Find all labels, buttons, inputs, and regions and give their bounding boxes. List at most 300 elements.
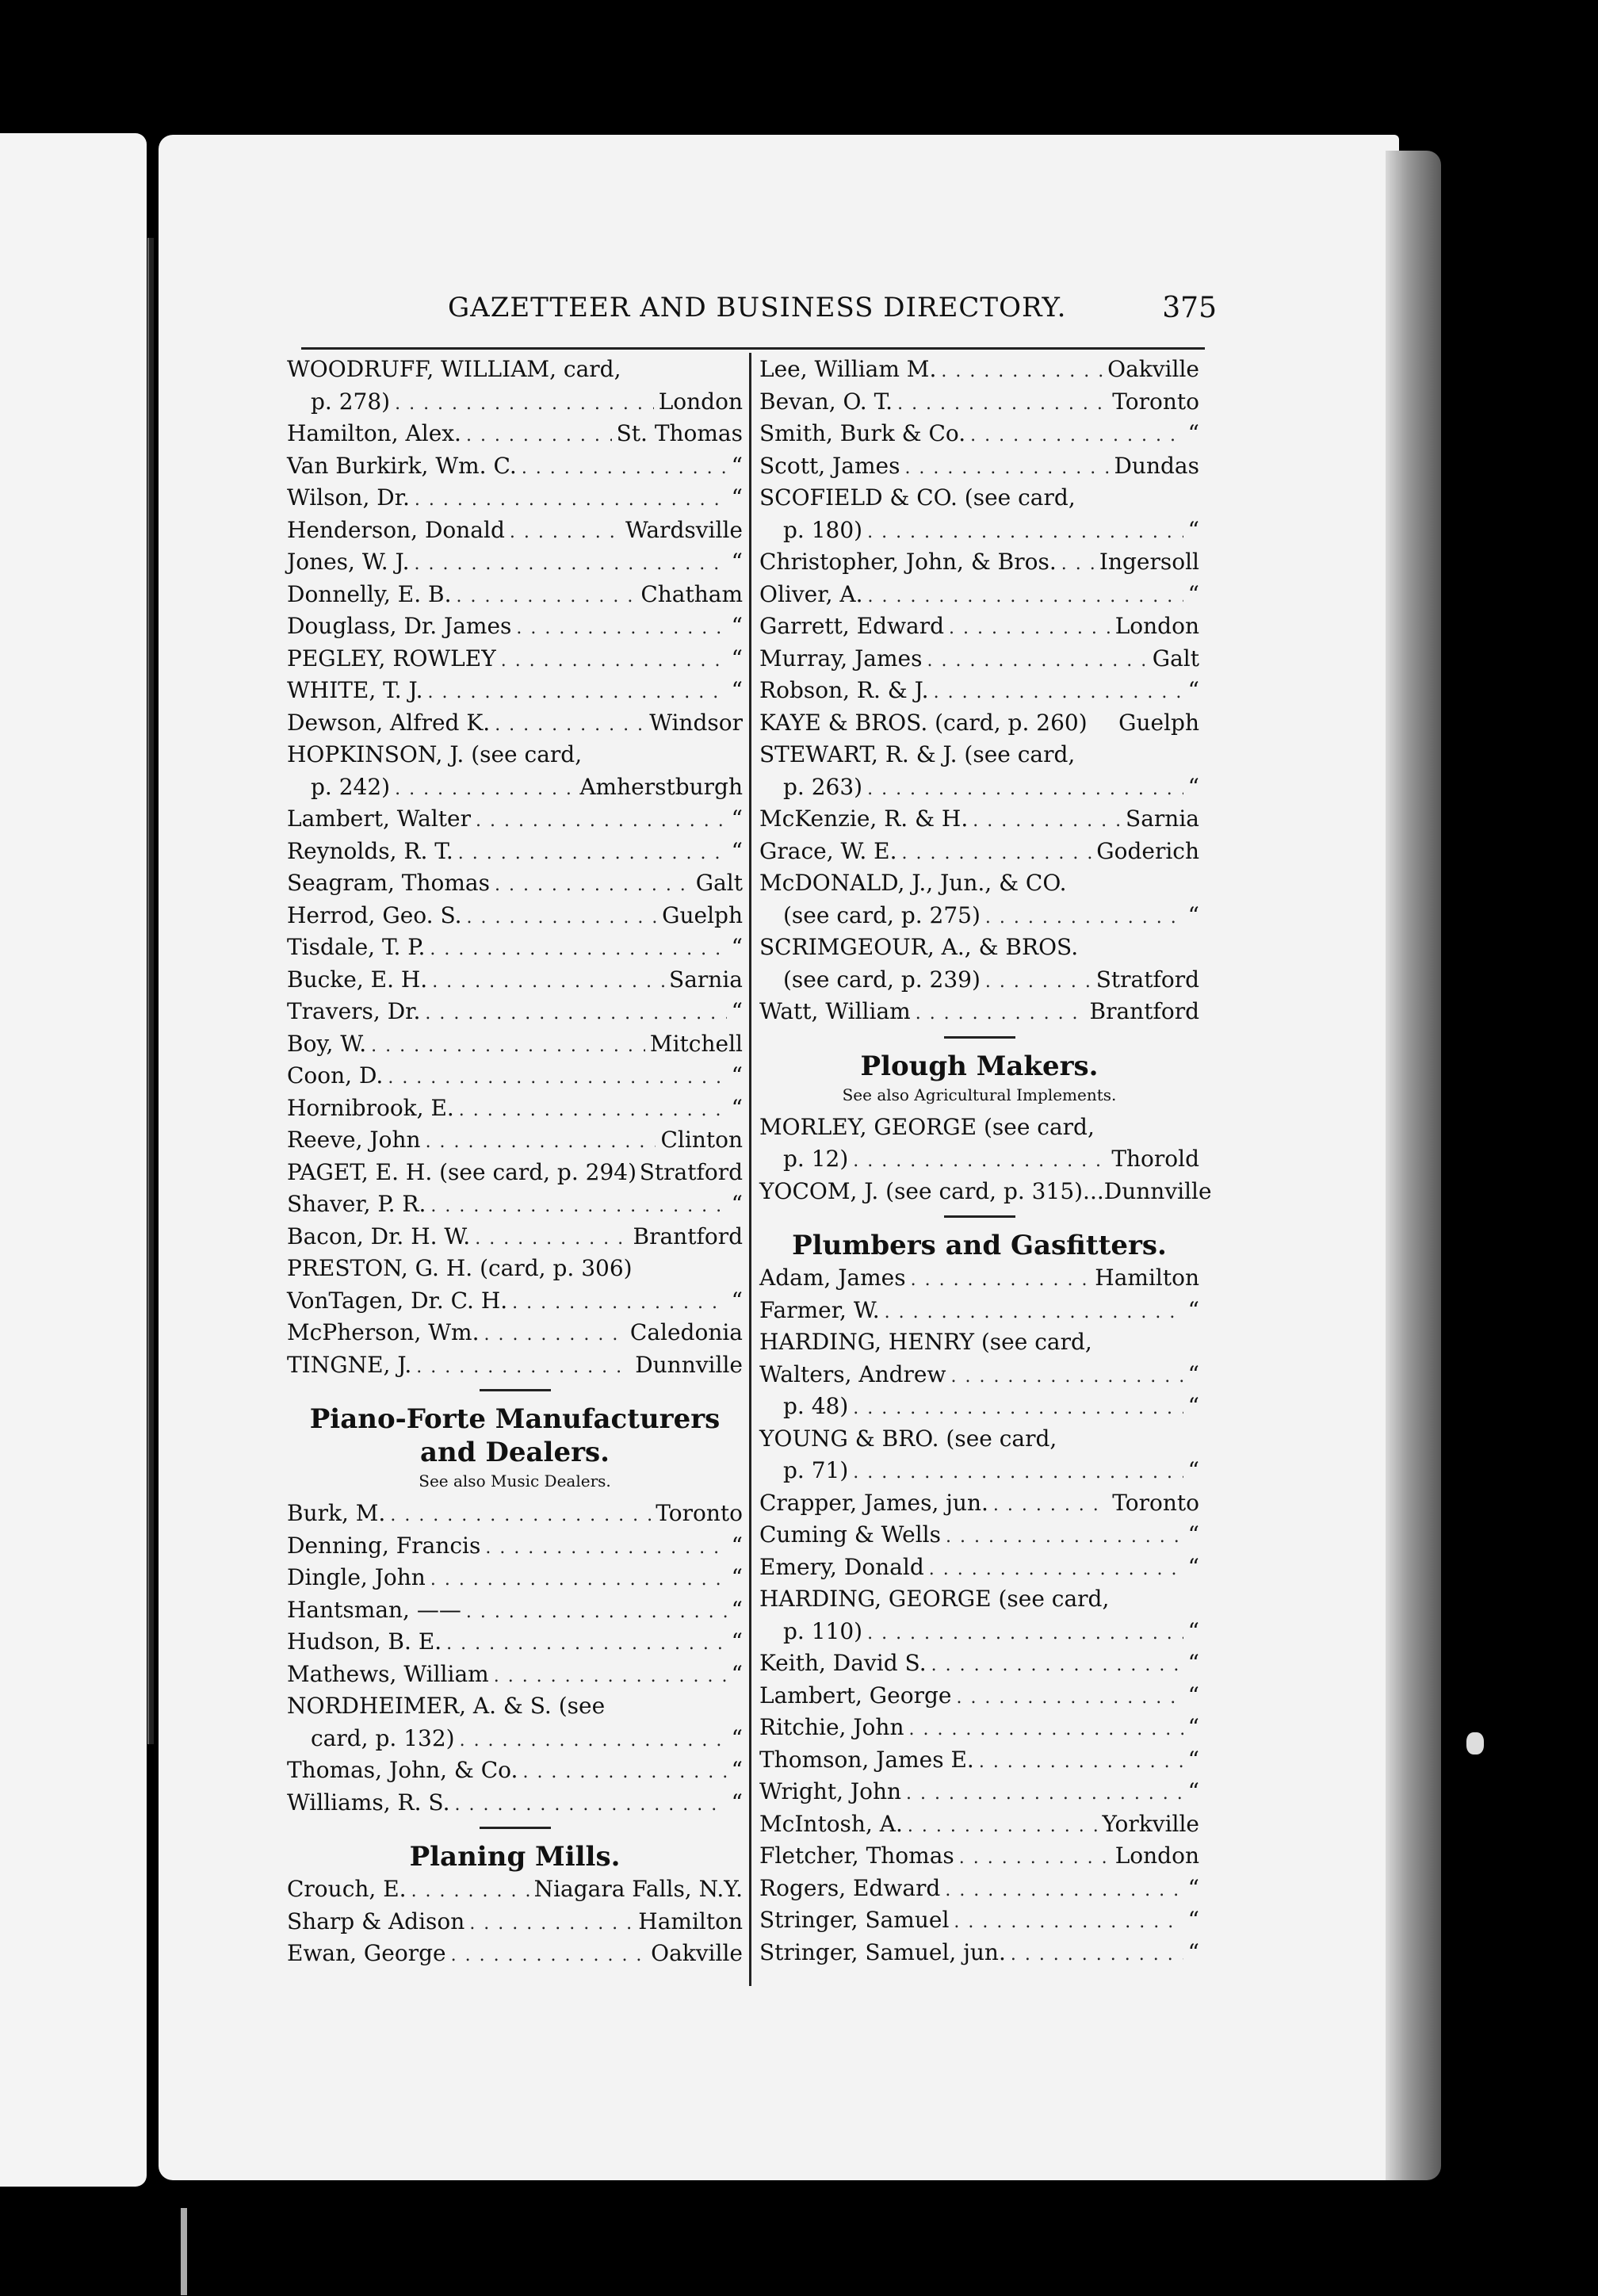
- entry-place: “: [1187, 420, 1199, 446]
- entry-place: “: [731, 645, 743, 672]
- column-divider: [749, 353, 751, 1986]
- dot-leader: [853, 1393, 1183, 1425]
- directory-entry: [759, 386, 1199, 419]
- directory-entry: [287, 1253, 743, 1285]
- entry-place: London: [658, 388, 743, 415]
- entry-name: Fletcher, Thomas: [759, 1843, 954, 1869]
- margin-spot: [1466, 1732, 1484, 1755]
- entry-name: YOUNG & BRO. (see card,: [759, 1425, 1057, 1452]
- dot-leader: [867, 774, 1183, 806]
- entry-name: Bacon, Dr. H. W.: [287, 1223, 471, 1249]
- directory-entry: [759, 579, 1199, 611]
- entry-place: Toronto: [656, 1500, 743, 1526]
- entry-place: Galt: [695, 870, 743, 896]
- entry-name: p. 110): [783, 1617, 863, 1644]
- directory-entry: [287, 867, 743, 900]
- entry-name: Crapper, James, jun.: [759, 1489, 988, 1516]
- entry-name: YOCOM, J. (see card, p. 315)...: [759, 1177, 1104, 1204]
- directory-entry: [759, 1359, 1199, 1391]
- entry-name: Thomson, James E.: [759, 1746, 974, 1773]
- entry-place: “: [731, 1628, 743, 1655]
- entry-place: Brantford: [1089, 998, 1199, 1024]
- entry-place: Guelph: [1118, 709, 1199, 736]
- directory-entry: [287, 996, 743, 1028]
- dot-leader: [495, 710, 644, 742]
- entry-name: p. 12): [783, 1146, 849, 1172]
- directory-entry: [287, 1221, 743, 1253]
- left-column: [287, 354, 743, 1970]
- left-page-edge: [0, 133, 147, 2187]
- entry-place: “: [731, 484, 743, 511]
- directory-entry: [759, 1391, 1199, 1423]
- section-separator: [480, 1389, 551, 1391]
- entry-name: Henderson, Donald: [287, 516, 505, 543]
- dot-leader: [466, 1597, 727, 1629]
- directory-entry: [287, 1188, 743, 1221]
- entry-place: “: [1187, 1746, 1199, 1773]
- entry-place: “: [1187, 580, 1199, 607]
- entry-name: Walters, Andrew: [759, 1360, 946, 1387]
- entry-place: Chatham: [640, 580, 743, 607]
- dot-leader: [416, 1352, 630, 1384]
- entry-place: Sarnia: [1126, 806, 1199, 832]
- entry-name: Watt, William: [759, 998, 911, 1024]
- directory-entry: [759, 1262, 1199, 1295]
- entry-name: Douglass, Dr. James: [287, 613, 512, 639]
- directory-entry: [759, 1904, 1199, 1937]
- section-title-plumbers: Plumbers and Gasfitters.: [792, 1230, 1167, 1261]
- entry-place: Toronto: [1112, 388, 1199, 415]
- entry-name: Farmer, W.: [759, 1296, 880, 1323]
- entry-name: PAGET, E. H. (see card, p. 294): [287, 1158, 637, 1185]
- directory-entry: [287, 1093, 743, 1125]
- entry-place: “: [1187, 901, 1199, 928]
- directory-entry: [287, 418, 743, 450]
- page-edge-shadow: [1386, 151, 1441, 2180]
- dot-leader: [415, 484, 727, 517]
- dot-leader: [945, 1875, 1183, 1908]
- entry-name: Lambert, Walter: [287, 806, 471, 832]
- directory-entry: [287, 739, 743, 771]
- directory-entry: [759, 739, 1199, 771]
- entry-place: “: [731, 452, 743, 479]
- dot-leader: [1011, 1939, 1183, 1972]
- entry-name: Hamilton, Alex.: [287, 420, 461, 446]
- directory-entry: [759, 1616, 1199, 1648]
- directory-entry: [759, 932, 1199, 964]
- entry-place: Thorold: [1111, 1146, 1199, 1172]
- entry-name: Keith, David S.: [759, 1650, 927, 1676]
- directory-entry: [287, 1124, 743, 1157]
- directory-entry: [287, 836, 743, 868]
- dot-leader: [902, 838, 1092, 871]
- entry-place: “: [731, 806, 743, 832]
- dot-leader: [484, 1319, 625, 1352]
- entry-place: “: [1187, 1393, 1199, 1419]
- entry-name: Adam, James: [759, 1265, 906, 1291]
- section-title-planing: Planing Mills.: [409, 1841, 621, 1873]
- directory-entry: [759, 1143, 1199, 1176]
- entry-name: Lambert, George: [759, 1682, 952, 1709]
- entry-name: McPherson, Wm.: [287, 1319, 480, 1345]
- dot-leader: [430, 1191, 726, 1223]
- dot-leader: [931, 1650, 1183, 1682]
- dot-leader: [475, 1223, 628, 1256]
- entry-place: Caledonia: [629, 1319, 743, 1345]
- entry-name: STEWART, R. & J. (see card,: [759, 741, 1076, 767]
- entry-place: “: [1187, 1778, 1199, 1804]
- dot-leader: [501, 645, 727, 678]
- entry-name: (see card, p. 275): [783, 901, 981, 928]
- section-note-plough: See also Agricultural Implements.: [842, 1085, 1117, 1104]
- entry-place: Windsor: [649, 709, 743, 736]
- entry-place: Amherstburgh: [579, 773, 743, 800]
- entry-place: “: [731, 934, 743, 960]
- dot-leader: [460, 1725, 727, 1758]
- directory-entry: [287, 1659, 743, 1691]
- dot-leader: [512, 1288, 727, 1320]
- directory-entry: [759, 1176, 1212, 1208]
- header-rule: [301, 347, 1205, 350]
- directory-entry: [287, 1317, 743, 1349]
- entry-name: Dingle, John: [287, 1564, 426, 1590]
- directory-entry: [287, 546, 743, 579]
- directory-entry: [759, 867, 1199, 900]
- entry-place: Yorkville: [1102, 1810, 1199, 1837]
- dot-leader: [466, 420, 612, 453]
- entry-name: Emery, Donald: [759, 1553, 924, 1580]
- dot-leader: [432, 966, 664, 999]
- entry-name: Sharp & Adison: [287, 1908, 465, 1934]
- plough-entries: [759, 1112, 1212, 1208]
- entry-name: VonTagen, Dr. C. H.: [287, 1287, 508, 1314]
- entry-place: Stratford: [639, 1158, 743, 1185]
- directory-entry: [759, 418, 1199, 450]
- directory-entry: [759, 1112, 1199, 1144]
- directory-entry: [759, 1840, 1199, 1873]
- entry-name: Smith, Burk & Co.: [759, 420, 966, 446]
- entry-place: Ingersoll: [1099, 549, 1199, 575]
- dot-leader: [459, 1095, 727, 1127]
- right-column: [759, 354, 1212, 1969]
- entry-name: Garrett, Edward: [759, 613, 945, 639]
- dot-leader: [867, 517, 1183, 549]
- dot-leader: [371, 1031, 645, 1063]
- directory-entry: [287, 1873, 743, 1906]
- entry-name: KAYE & BROS. (card, p. 260): [759, 709, 1088, 736]
- entry-place: Dundas: [1114, 452, 1199, 479]
- directory-entry: [759, 964, 1199, 997]
- dot-leader: [485, 1533, 726, 1565]
- section-note-piano: See also Music Dealers.: [419, 1471, 611, 1490]
- directory-entry: [287, 515, 743, 547]
- entry-place: Oakville: [1107, 356, 1199, 382]
- section-title-piano: Piano-Forte Manufacturers and Dealers.: [309, 1403, 721, 1468]
- dot-leader: [476, 806, 727, 838]
- dot-leader: [415, 549, 727, 581]
- directory-entry: [759, 1680, 1199, 1712]
- dot-leader: [950, 1361, 1183, 1394]
- entry-name: Burk, M.: [287, 1500, 386, 1526]
- entry-name: McKenzie, R. & H.: [759, 806, 969, 832]
- dot-leader: [927, 645, 1147, 678]
- entry-name: p. 263): [783, 773, 863, 800]
- dot-leader: [897, 388, 1107, 421]
- entry-name: Seagram, Thomas: [287, 870, 490, 896]
- dot-leader: [455, 1789, 727, 1822]
- entry-place: “: [731, 1191, 743, 1217]
- entry-name: McDONALD, J., Jun., & CO.: [759, 870, 1067, 896]
- entry-place: St. Thomas: [616, 420, 743, 446]
- directory-entry: [759, 1647, 1199, 1680]
- entry-name: Williams, R. S.: [287, 1789, 450, 1816]
- section-separator: [480, 1827, 551, 1829]
- entry-name: Van Burkirk, Wm. C.: [287, 452, 517, 479]
- entry-name: NORDHEIMER, A. & S. (see: [287, 1693, 606, 1719]
- entry-place: “: [731, 1596, 743, 1623]
- entry-name: (see card, p. 239): [783, 966, 981, 993]
- dot-leader: [516, 613, 726, 645]
- entry-place: Galt: [1152, 645, 1199, 672]
- dot-leader: [867, 1618, 1183, 1651]
- dot-leader: [973, 806, 1121, 838]
- directory-entry: [759, 996, 1199, 1028]
- entry-name: card, p. 132): [311, 1724, 455, 1751]
- dot-leader: [522, 453, 727, 485]
- directory-entry: [759, 1552, 1199, 1584]
- entry-name: p. 278): [311, 388, 391, 415]
- entry-name: Thomas, John, & Co.: [287, 1757, 518, 1783]
- entry-name: Scott, James: [759, 452, 900, 479]
- dot-leader: [853, 1146, 1107, 1178]
- dot-leader: [411, 1876, 529, 1908]
- piano-entries: [287, 1498, 743, 1819]
- binding-thread: [181, 2208, 187, 2295]
- dot-leader: [494, 1661, 727, 1693]
- entry-place: Stratford: [1095, 966, 1199, 993]
- page-number: 375: [1162, 292, 1217, 324]
- entry-place: “: [731, 1532, 743, 1559]
- directory-entry: [287, 610, 743, 643]
- right-entries-top: [759, 354, 1199, 1028]
- running-header: [448, 292, 1217, 331]
- directory-entry: [759, 1487, 1199, 1520]
- dot-leader: [970, 420, 1183, 453]
- entry-place: “: [731, 837, 743, 864]
- dot-leader: [985, 966, 1091, 999]
- directory-entry: [759, 1295, 1199, 1327]
- entry-name: p. 48): [783, 1393, 849, 1419]
- entry-place: Sarnia: [669, 966, 743, 993]
- directory-entry: [759, 1937, 1199, 1969]
- entry-name: SCRIMGEOUR, A., & BROS.: [759, 934, 1079, 960]
- entry-place: Toronto: [1112, 1489, 1199, 1516]
- directory-entry: [287, 707, 743, 740]
- directory-entry: [287, 1285, 743, 1318]
- entry-place: “: [731, 549, 743, 575]
- directory-entry: [287, 354, 743, 386]
- entry-name: Ewan, George: [287, 1940, 446, 1966]
- entry-place: “: [1187, 1682, 1199, 1709]
- entry-place: “: [1187, 677, 1199, 703]
- directory-entry: [287, 1787, 743, 1820]
- dot-leader: [911, 1265, 1091, 1297]
- entry-name: Hudson, B. E.: [287, 1628, 442, 1655]
- entry-name: WOODRUFF, WILLIAM, card,: [287, 356, 621, 382]
- dot-leader: [425, 998, 726, 1031]
- entry-place: “: [731, 1287, 743, 1314]
- entry-name: Robson, R. & J.: [759, 677, 929, 703]
- entry-place: “: [731, 677, 743, 703]
- section-title-plough: Plough Makers.: [860, 1050, 1099, 1082]
- directory-entry: [759, 771, 1199, 804]
- entry-name: Jones, W. J.: [287, 549, 410, 575]
- dot-leader: [929, 1554, 1183, 1586]
- entry-name: Hornibrook, E.: [287, 1094, 454, 1121]
- dot-leader: [949, 613, 1111, 645]
- entry-name: PEGLEY, ROWLEY: [287, 645, 496, 672]
- entry-name: SCOFIELD & CO. (see card,: [759, 484, 1076, 511]
- entry-name: Oliver, A.: [759, 580, 863, 607]
- entry-place: “: [1187, 773, 1199, 800]
- dot-leader: [451, 1940, 647, 1973]
- directory-entry: [287, 1530, 743, 1563]
- entry-place: “: [1187, 1617, 1199, 1644]
- entry-name: Reeve, John: [287, 1127, 421, 1153]
- entry-name: Travers, Dr.: [287, 998, 421, 1024]
- entry-name: HARDING, GEORGE (see card,: [759, 1586, 1110, 1612]
- directory-entry: [287, 964, 743, 997]
- entry-name: Murray, James: [759, 645, 923, 672]
- entry-name: Ritchie, John: [759, 1714, 904, 1740]
- directory-entry: [759, 1744, 1199, 1777]
- entry-place: “: [731, 1724, 743, 1751]
- dot-leader: [430, 934, 726, 966]
- entry-name: Bevan, O. T.: [759, 388, 893, 415]
- directory-entry: [759, 1519, 1199, 1552]
- entry-place: Dunnville: [635, 1351, 743, 1378]
- directory-entry: [287, 675, 743, 707]
- directory-entry: [287, 1723, 743, 1755]
- entry-name: HOPKINSON, J. (see card,: [287, 741, 583, 767]
- binding-cord: [147, 238, 154, 1744]
- directory-entry: [759, 900, 1199, 932]
- directory-entry: [759, 1455, 1199, 1487]
- dot-leader: [495, 870, 691, 902]
- dot-leader: [885, 1297, 1183, 1330]
- entry-name: Herrod, Geo. S.: [287, 901, 462, 928]
- entry-place: “: [731, 1660, 743, 1687]
- entry-name: p. 242): [311, 773, 391, 800]
- entry-place: Wardsville: [625, 516, 743, 543]
- entry-place: Mitchell: [649, 1030, 743, 1057]
- dot-leader: [456, 581, 636, 614]
- entry-name: HARDING, HENRY (see card,: [759, 1329, 1092, 1355]
- directory-entry: [759, 1808, 1199, 1841]
- entry-name: Tisdale, T. P.: [287, 934, 426, 960]
- directory-entry: [759, 707, 1199, 740]
- dot-leader: [985, 902, 1183, 935]
- section-separator: [944, 1215, 1015, 1218]
- directory-entry: [287, 803, 743, 836]
- directory-entry: [287, 771, 743, 804]
- entry-place: London: [1114, 613, 1199, 639]
- directory-entry: [759, 643, 1199, 675]
- directory-entry: [759, 1873, 1199, 1905]
- planing-entries: [287, 1873, 743, 1970]
- entry-name: Crouch, E.: [287, 1876, 407, 1902]
- dot-leader: [428, 677, 727, 710]
- entry-place: “: [731, 613, 743, 639]
- entry-place: “: [1187, 516, 1199, 543]
- directory-entry: [759, 354, 1199, 386]
- dot-leader: [934, 677, 1183, 710]
- entry-place: “: [1187, 1296, 1199, 1323]
- dot-leader: [867, 581, 1183, 614]
- directory-entry: [759, 546, 1199, 579]
- entry-name: Wright, John: [759, 1778, 902, 1804]
- directory-entry: [287, 482, 743, 515]
- directory-entry: [287, 1498, 743, 1530]
- directory-entry: [287, 1938, 743, 1970]
- plumbers-entries: [759, 1262, 1199, 1969]
- entry-name: Dewson, Alfred K.: [287, 709, 491, 736]
- directory-entry: [287, 1755, 743, 1787]
- entry-name: Mathews, William: [287, 1660, 489, 1687]
- entry-name: Rogers, Edward: [759, 1874, 941, 1901]
- entry-name: Lee, William M.: [759, 356, 937, 382]
- dot-leader: [946, 1521, 1183, 1554]
- directory-entry: [287, 1349, 743, 1382]
- entry-place: Dunnville: [1103, 1177, 1212, 1204]
- entry-name: Stringer, Samuel: [759, 1907, 950, 1933]
- directory-entry: [759, 675, 1199, 707]
- entry-place: “: [1187, 1553, 1199, 1580]
- entry-place: “: [1187, 1714, 1199, 1740]
- entry-name: Bucke, E. H.: [287, 966, 428, 993]
- dot-leader: [388, 1062, 726, 1095]
- dot-leader: [469, 1908, 633, 1941]
- directory-entry: [759, 1776, 1199, 1808]
- directory-entry: [759, 610, 1199, 643]
- entry-name: Hantsman, ——: [287, 1596, 461, 1623]
- dot-leader: [908, 1811, 1098, 1843]
- entry-place: Oakville: [651, 1940, 743, 1966]
- entry-name: Grace, W. E.: [759, 837, 897, 864]
- entry-name: WHITE, T. J.: [287, 677, 423, 703]
- dot-leader: [904, 453, 1109, 485]
- dot-leader: [916, 998, 1085, 1031]
- directory-entry: [759, 836, 1199, 868]
- entry-place: “: [1187, 1650, 1199, 1676]
- entry-name: Boy, W.: [287, 1030, 367, 1057]
- directory-entry: [759, 1583, 1199, 1616]
- entry-name: PRESTON, G. H. (card, p. 306): [287, 1255, 633, 1281]
- directory-entry: [287, 450, 743, 483]
- entry-place: London: [1114, 1843, 1199, 1869]
- dot-leader: [906, 1778, 1183, 1811]
- dot-leader: [467, 902, 658, 935]
- dot-leader: [853, 1457, 1183, 1490]
- directory-entry: [287, 1157, 743, 1189]
- left-entries-top: [287, 354, 743, 1381]
- directory-entry: [287, 932, 743, 964]
- dot-leader: [954, 1907, 1183, 1939]
- entry-name: Donnelly, E. B.: [287, 580, 452, 607]
- entry-name: McIntosh, A.: [759, 1810, 903, 1837]
- directory-entry: [287, 386, 743, 419]
- dot-leader: [956, 1682, 1183, 1715]
